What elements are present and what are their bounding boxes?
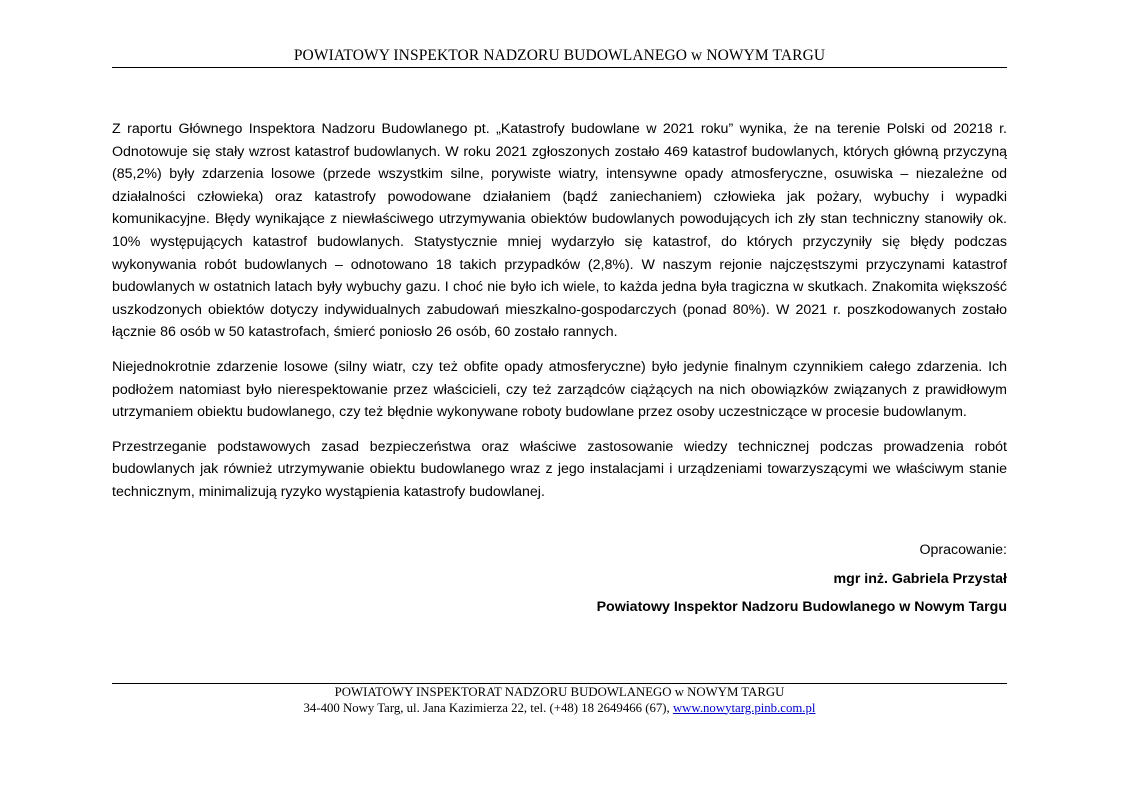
- signature-label: Opracowanie:: [919, 542, 1007, 558]
- paragraph-1: Z raportu Głównego Inspektora Nadzoru Budowlanego pt. „Katastrofy budowlane w 2021 roku” wynika, że na terenie Polski od 20218 r. Odnotowuje się stały wzrost katastrof budowlanych. W roku 2021 zgłoszonych zostało 469 katastrof budowlanych, których główną przyczyną (85,2%) były zdarzenia losowe (przede wszystkim silne, porywiste wiatry, intensywne opady atmosferyczne, osuwiska – niezależne od działalności człowieka) oraz katastrofy powodowane działaniem (bądź zaniechaniem) człowieka jak pożary, wybuchy i wypadki komunikacyjne. Błędy wynikające z niewłaściwego utrzymywania obiektów budowlanych powodujących ich zły stan techniczny stanowiły ok. 10% występujących katastrof budowlanych. Statystycznie mniej wydarzyło się katastrof, do których przyczyniły się błędy podczas wykonywania robót budowlanych – odnotowano 18 takich przypadków (2,8%). W naszym rejonie najczęstszymi przyczynami katastrof budowlanych w ostatnich latach były wybuchy gazu. I choć nie było ich wiele, to każda jedna była tragiczna w skutkach. Znakomita większość uszkodzonych obiektów dotyczy indywidualnych zabudowań mieszkalno-gospodarczych (ponad 80%). W 2021 r. poszkodowanych zostało łącznie 86 osób w 50 katastrofach, śmierć poniosło 26 osób, 60 zostało rannych.: [112, 121, 1007, 341]
- paragraph-3: Przestrzeganie podstawowych zasad bezpieczeństwa oraz właściwe zastosowanie wiedzy technicznej podczas prowadzenia robót budowlanych jak również utrzymywanie obiektu budowlanego wraz z jego instalacjami i urządzeniami towarzyszącymi we właściwym stanie technicznym, minimalizują ryzyko wystąpienia katastrofy budowlanej.: [112, 438, 1007, 500]
- footer-institution: POWIATOWY INSPEKTORAT NADZORU BUDOWLANEGO w NOWYM TARGU: [334, 685, 785, 699]
- footer-website-link[interactable]: www.nowytarg.pinb.com.pl: [672, 700, 816, 715]
- footer-divider: [112, 683, 1007, 684]
- signature-position: Powiatowy Inspektor Nadzoru Budowlanego w Nowym Targu: [596, 599, 1007, 615]
- page-footer: [112, 685, 1007, 716]
- document-body: [112, 118, 1007, 516]
- signature-author: mgr inż. Gabriela Przystał: [833, 570, 1007, 587]
- footer-address: 34-400 Nowy Targ, ul. Jana Kazimierza 22, tel. (+48) 18 2649466 (67),: [303, 700, 673, 715]
- signature-block: [112, 540, 1007, 626]
- page-header-title: POWIATOWY INSPEKTOR NADZORU BUDOWLANEGO w NOWYM TARGU: [293, 47, 826, 64]
- footer-contact: [112, 701, 1007, 717]
- header-divider: [112, 67, 1007, 68]
- paragraph-2: Niejednokrotnie zdarzenie losowe (silny wiatr, czy też obfite opady atmosferyczne) było jedynie finalnym czynnikiem całego zdarzenia. Ich podłożem natomiast było nierespektowanie przez właścicieli, czy też zarządców ciążących na nich obowiązków związanych z prawidłowym utrzymaniem obiektu budowlanego, czy też błędnie wykonywane roboty budowlane przez osoby uczestniczące w procesie budowlanym.: [112, 358, 1007, 421]
